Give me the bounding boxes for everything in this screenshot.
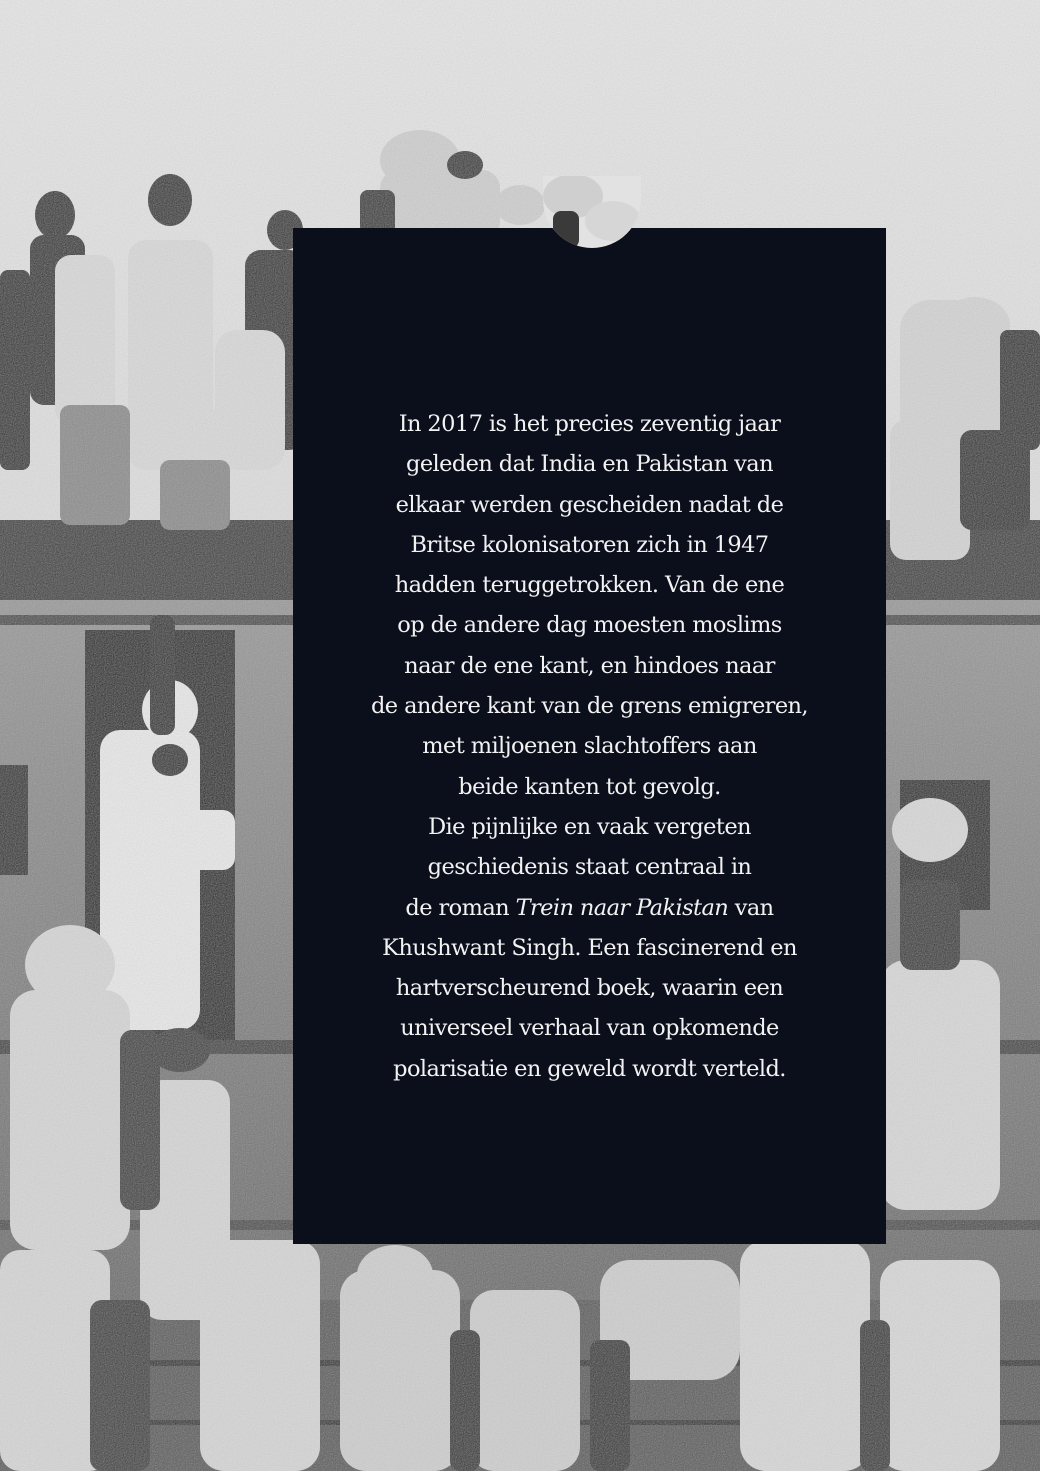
body-text (293, 404, 886, 1089)
body-line: met miljoenen slachtoffers aan (422, 733, 757, 760)
body-line: de andere kant van de grens emigreren, (371, 693, 808, 720)
body-line: hartverscheurend boek, waarin een (395, 975, 784, 1002)
body-line: Die pijnlijke en vaak vergeten (428, 813, 751, 840)
body-line-with-title (293, 888, 886, 928)
body-line: hadden teruggetrokken. Van de ene (394, 572, 785, 599)
text-panel (293, 228, 886, 1244)
body-line: universeel verhaal van opkomende (400, 1015, 779, 1042)
body-line: polarisatie en geweld wordt verteld. (393, 1055, 786, 1082)
body-line: op de andere dag moesten moslims (397, 612, 782, 639)
body-line: Khushwant Singh. Een fascinerend en (382, 934, 797, 961)
body-line: In 2017 is het precies zeventig jaar (398, 411, 781, 437)
body-line: geschiedenis staat centraal in (427, 854, 752, 881)
book-title: Trein naar Pakistan (515, 894, 729, 921)
body-line: beide kanten tot gevolg. (458, 773, 721, 800)
panel-notch (543, 176, 641, 248)
body-line: elkaar werden gescheiden nadat de (395, 491, 784, 518)
body-line: naar de ene kant, en hindoes naar (404, 652, 775, 679)
title-line-before: de roman (405, 894, 516, 921)
body-line: geleden dat India en Pakistan van (406, 451, 773, 478)
title-line-after: van (728, 894, 774, 921)
body-line: Britse kolonisatoren zich in 1947 (410, 531, 769, 558)
